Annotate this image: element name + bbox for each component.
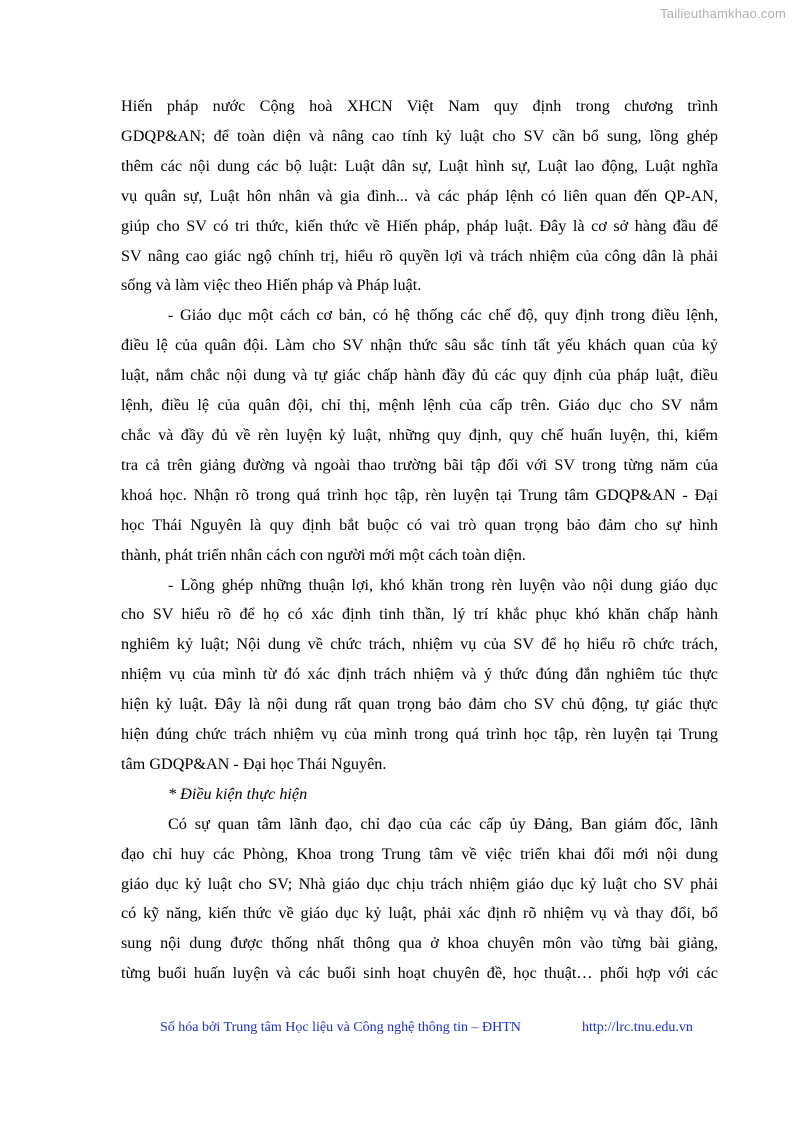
text-line: đạo chỉ huy các Phòng, Khoa trong Trung tâm về việc triển khai đổi mới nội dung bbox=[121, 844, 718, 863]
text-line: giúp cho SV có tri thức, kiến thức về Hiến pháp, pháp luật. Đây là cơ sở hàng đầu để bbox=[121, 216, 718, 235]
text-line: nghiêm kỷ luật; Nội dung về chức trách, nhiệm vụ của SV để họ hiểu rõ chức trách, bbox=[121, 635, 718, 654]
text-line: nhiệm vụ của mình từ đó xác định trách nhiệm và ý thức đúng đắn nghiêm túc thực bbox=[121, 665, 718, 684]
text-line: - Giáo dục một cách cơ bản, có hệ thống các chế độ, quy định trong điều lệnh, bbox=[168, 306, 718, 325]
text-line: vụ quân sự, Luật hôn nhân và gia đình... và các pháp lệnh có liên quan đến QP-AN, bbox=[121, 186, 718, 205]
text-line: sống và làm việc theo Hiến pháp và Pháp luật. bbox=[121, 276, 422, 295]
footer-link[interactable]: http://lrc.tnu.edu.vn bbox=[582, 1020, 693, 1035]
text-line: sung nội dung được thống nhất thông qua ở khoa chuyên môn vào từng bài giảng, bbox=[121, 934, 718, 953]
text-line: - Lồng ghép những thuận lợi, khó khăn trong rèn luyện vào nội dung giáo dục bbox=[168, 575, 718, 594]
text-line: có kỹ năng, kiến thức về giáo dục kỷ luật, phải xác định rõ nhiệm vụ và thay đổi, bổ bbox=[121, 904, 718, 923]
text-line: chắc và đầy đủ về rèn luyện kỷ luật, những quy định, quy chế huấn luyện, thi, kiểm bbox=[121, 425, 718, 444]
text-line: SV nâng cao giác ngộ chính trị, hiểu rõ quyền lợi và trách nhiệm của công dân là phải bbox=[121, 246, 718, 265]
watermark: Tailieuthamkhao.com bbox=[660, 6, 786, 21]
footer-credit: Số hóa bởi Trung tâm Học liệu và Công nghệ thông tin – ĐHTN bbox=[160, 1020, 521, 1035]
text-line: học Thái Nguyên là quy định bắt buộc có vai trò quan trọng bảo đảm cho sự hình bbox=[121, 515, 718, 534]
section-heading: * Điều kiện thực hiện bbox=[168, 784, 308, 803]
text-line: cho SV hiểu rõ để họ có xác định tinh thần, lý trí khắc phục khó khăn chấp hành bbox=[121, 605, 718, 624]
text-line: Hiến pháp nước Cộng hoà XHCN Việt Nam quy định trong chương trình bbox=[121, 97, 718, 115]
text-line: lệnh, điều lệ của quân đội, chỉ thị, mệnh lệnh của cấp trên. Giáo dục cho SV nắm bbox=[121, 396, 718, 415]
text-line: khoá học. Nhận rõ trong quá trình học tập, rèn luyện tại Trung tâm GDQP&AN - Đại bbox=[121, 485, 718, 504]
text-line: Có sự quan tâm lãnh đạo, chỉ đạo của các cấp ủy Đảng, Ban giám đốc, lãnh bbox=[168, 814, 718, 833]
text-line: tâm GDQP&AN - Đại học Thái Nguyên. bbox=[121, 754, 387, 773]
text-line: GDQP&AN; để toàn diện và nâng cao tính kỷ luật cho SV cần bổ sung, lồng ghép bbox=[121, 126, 718, 145]
text-line: thêm các nội dung các bộ luật: Luật dân sự, Luật hình sự, Luật lao động, Luật nghĩa bbox=[121, 156, 718, 175]
text-line: tra cả trên giảng đường và ngoài thao trường bãi tập đối với SV trong từng năm của bbox=[121, 455, 718, 474]
text-line: giáo dục kỷ luật cho SV; Nhà giáo dục chịu trách nhiệm giáo dục kỷ luật cho SV phải bbox=[121, 874, 718, 893]
document-body bbox=[121, 92, 718, 989]
text-line: từng buổi huấn luyện và các buổi sinh hoạt chuyên đề, học thuật… phối hợp với các bbox=[121, 964, 718, 983]
text-line: điều lệ của quân đội. Làm cho SV nhận thức sâu sắc tính tất yếu khách quan của kỷ bbox=[121, 336, 718, 355]
text-line: luật, nắm chắc nội dung và tự giác chấp hành đầy đủ các quy định của pháp luật, điều bbox=[121, 366, 718, 385]
text-line: thành, phát triển nhân cách con người mới một cách toàn diện. bbox=[121, 545, 526, 564]
text-line: hiện đúng chức trách nhiệm vụ của mình trong quá trình học tập, rèn luyện tại Trung bbox=[121, 725, 718, 744]
text-line: hiện kỷ luật. Đây là nội dung rất quan trọng bảo đảm cho SV chủ động, tự giác thực bbox=[121, 695, 718, 714]
